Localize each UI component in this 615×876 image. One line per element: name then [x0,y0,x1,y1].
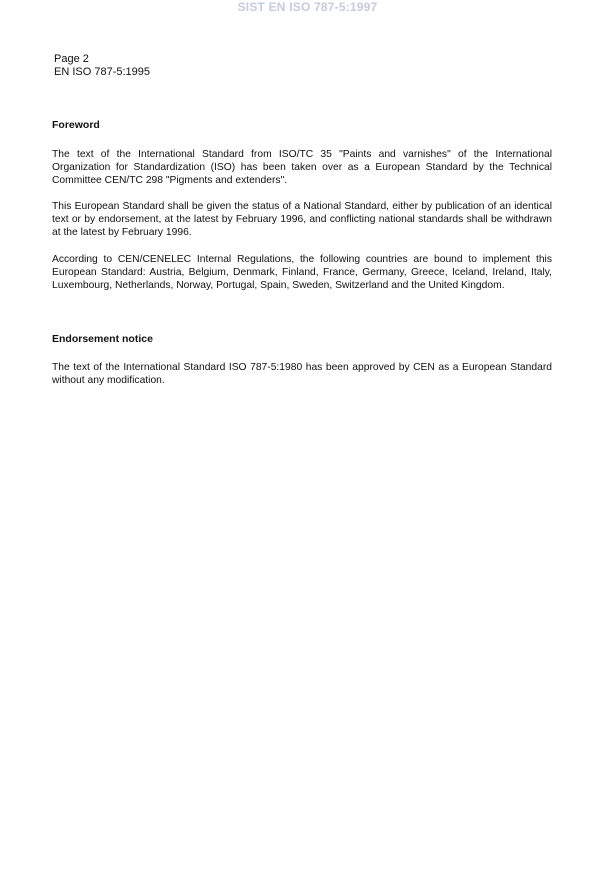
endorsement-text: The text of the International Standard ISO 787-5:1980 has been approved by CEN as a European Standard without any modification. [52,362,552,386]
foreword-heading: Foreword [52,119,100,131]
foreword-paragraph-1: The text of the International Standard from ISO/TC 35 "Paints and varnishes" of the International Organization for Standardization (ISO) has been taken over as a European Standard by the Technical Committee CEN/TC 298 "Pigments and extenders". [52,149,552,186]
document-id: EN ISO 787-5:1995 [54,66,151,78]
foreword-paragraph-3: According to CEN/CENELEC Internal Regulations, the following countries are bound to implement this European Standard: Austria, Belgium, Denmark, Finland, France, Germany, Greece, Iceland, Ireland, Italy, Luxembourg, Netherlands, Norway, Portugal, Spain, Sweden, Switzerland and the United Kingdom. [52,254,552,291]
watermark: SIST EN ISO 787-5:1997 [237,0,378,14]
page-number: Page 2 [54,53,89,65]
endorsement-heading: Endorsement notice [52,333,153,345]
foreword-paragraph-2: This European Standard shall be given the status of a National Standard, either by publication of an identical text or by endorsement, at the latest by February 1996, and conflicting national standards shall be withdrawn at the latest by February 1996. [52,201,552,238]
page-header [54,53,150,79]
